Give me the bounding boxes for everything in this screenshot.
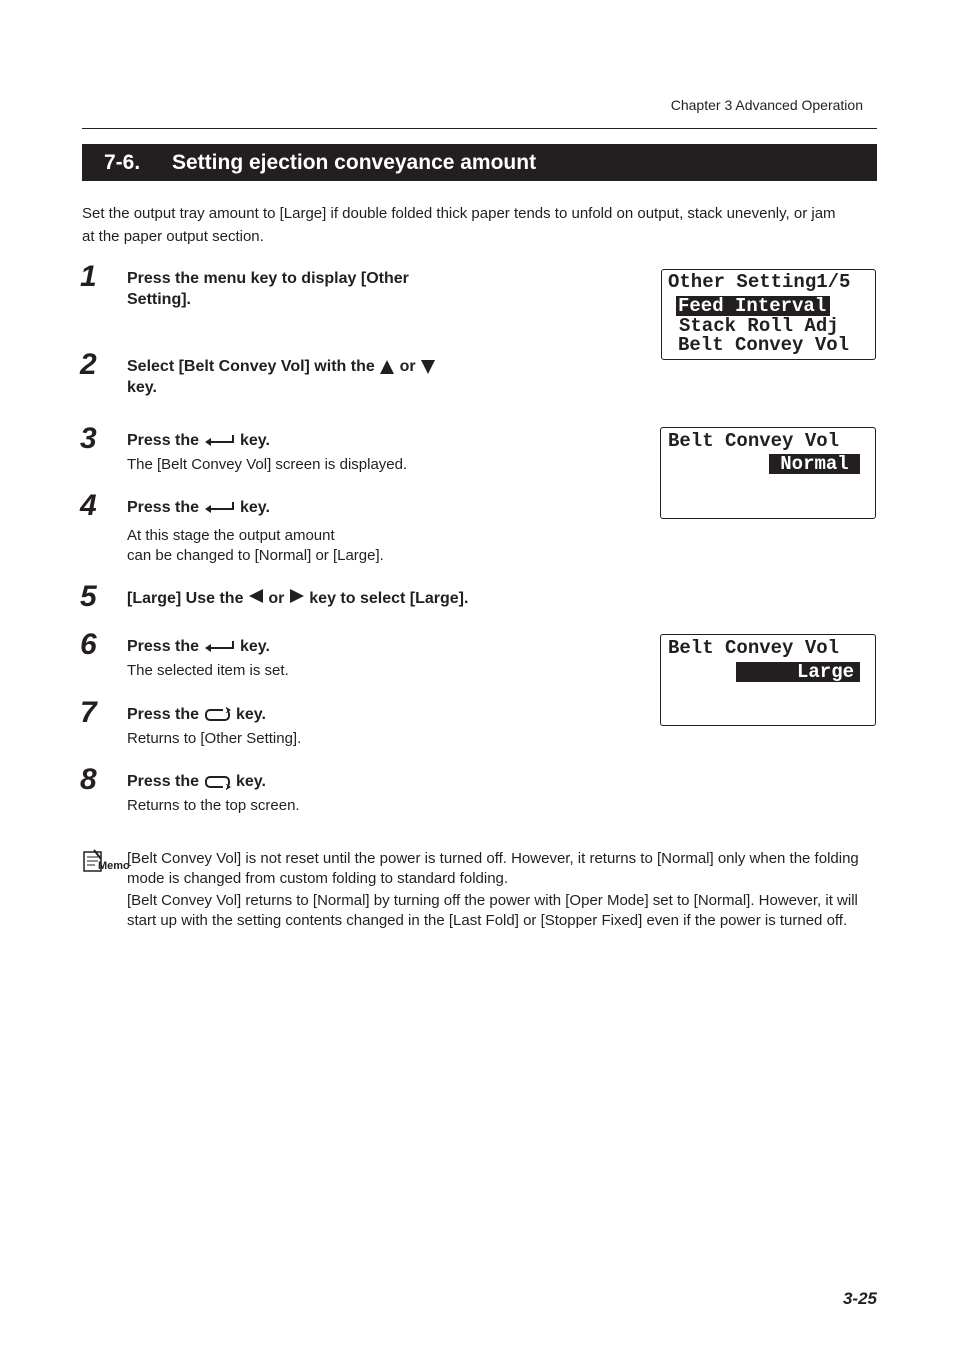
lcd-menu-item-feed-interval: Feed Interval [676,296,830,316]
enter-key-icon [204,640,236,654]
step-number-8: 8 [80,763,97,796]
chapter-header: Chapter 3 Advanced Operation [670,97,863,113]
step-title-3-key: key. [239,432,270,449]
step-number-7: 7 [80,696,97,729]
lcd-belt-convey-title: Belt Convey Vol [668,637,840,659]
step-desc-4-line-a: At this stage the output amount [127,527,335,544]
step-title-4 [127,497,270,518]
lcd-belt-convey-normal [660,427,876,519]
step-title-1-line-b: Setting]. [127,291,191,308]
step-title-6 [127,636,270,657]
step-title-3-text: Press the [127,432,200,449]
step-title-2 [127,356,436,398]
header-divider [82,128,877,129]
lcd-value-normal: Normal [769,454,860,474]
step-number-1: 1 [80,260,97,293]
lcd-other-setting [661,269,876,360]
section-number: 7-6. [104,151,141,174]
memo-icon-label: Memo [98,860,130,872]
memo-paragraph-1: [Belt Convey Vol] is not reset until the power is turned off. However, it returns to [Normal] only when the folding mode is changed from custom folding to standard folding. [127,850,859,887]
step-number-2: 2 [80,348,97,381]
lcd-value-large: Large [736,662,860,682]
step-number-3: 3 [80,422,97,455]
step-title-5-key: key to select [Large]. [309,590,469,607]
enter-key-icon [204,434,236,448]
memo-icon [83,849,130,878]
step-title-4-key: key. [239,499,270,516]
page-number: 3-25 [842,1289,877,1308]
step-title-2-key: key. [127,379,157,396]
left-arrow-key-icon [248,588,264,604]
step-title-8-key: key. [235,773,266,790]
step-title-8-text: Press the [127,773,200,790]
step-title-7 [127,704,266,725]
step-desc-8: Returns to the top screen. [127,797,300,814]
step-title-6-text: Press the [127,638,200,655]
enter-key-icon [204,501,236,515]
right-arrow-key-icon [289,588,305,604]
step-title-2-text: Select [Belt Convey Vol] with the [127,358,375,375]
step-title-7-key: key. [235,706,266,723]
lcd-belt-convey-large [660,634,876,726]
step-desc-3: The [Belt Convey Vol] screen is displayed. [127,456,408,473]
return-key-icon [204,774,232,790]
step-title-5 [127,588,468,609]
lcd-other-setting-title: Other Setting1/5 [668,271,851,293]
step-title-4-text: Press the [127,499,200,516]
step-desc-4 [127,526,384,566]
lcd-belt-convey-title: Belt Convey Vol [668,430,840,452]
memo-paragraph-2: [Belt Convey Vol] returns to [Normal] by turning off the power with [Oper Mode] set to [Normal]. However, it will start up with the setting contents changed in the [Last Fold] or [Stopper Fixed] even if the power is turned off. [127,892,858,929]
step-desc-7: Returns to [Other Setting]. [127,730,302,747]
step-number-6: 6 [80,628,97,661]
step-title-8 [127,771,266,792]
step-title-2-or: or [399,358,416,375]
down-arrow-key-icon [420,359,436,375]
step-desc-6: The selected item is set. [127,662,289,679]
step-title-3 [127,430,270,451]
step-title-5-text: [Large] Use the [127,590,244,607]
step-title-1-line-a: Press the menu key to display [Other [127,270,409,287]
step-number-5: 5 [80,580,97,613]
step-title-6-key: key. [239,638,270,655]
up-arrow-key-icon [379,359,395,375]
step-title-7-text: Press the [127,706,200,723]
step-desc-4-line-b: can be changed to [Normal] or [Large]. [127,547,384,564]
return-key-icon [204,707,232,723]
step-number-4: 4 [80,489,97,522]
step-title-1 [127,268,409,310]
lcd-menu-item-belt-convey-vol: Belt Convey Vol [678,334,850,356]
lcd-menu-item-stack-roll-adj: Stack Roll Adj [679,315,839,337]
section-title: Setting ejection conveyance amount [172,151,537,174]
step-title-5-or: or [268,590,285,607]
intro-paragraph: Set the output tray amount to [Large] if double folded thick paper tends to unfold on output, stack unevenly, or jam at the paper output section. [82,205,836,245]
section-heading [82,144,877,181]
